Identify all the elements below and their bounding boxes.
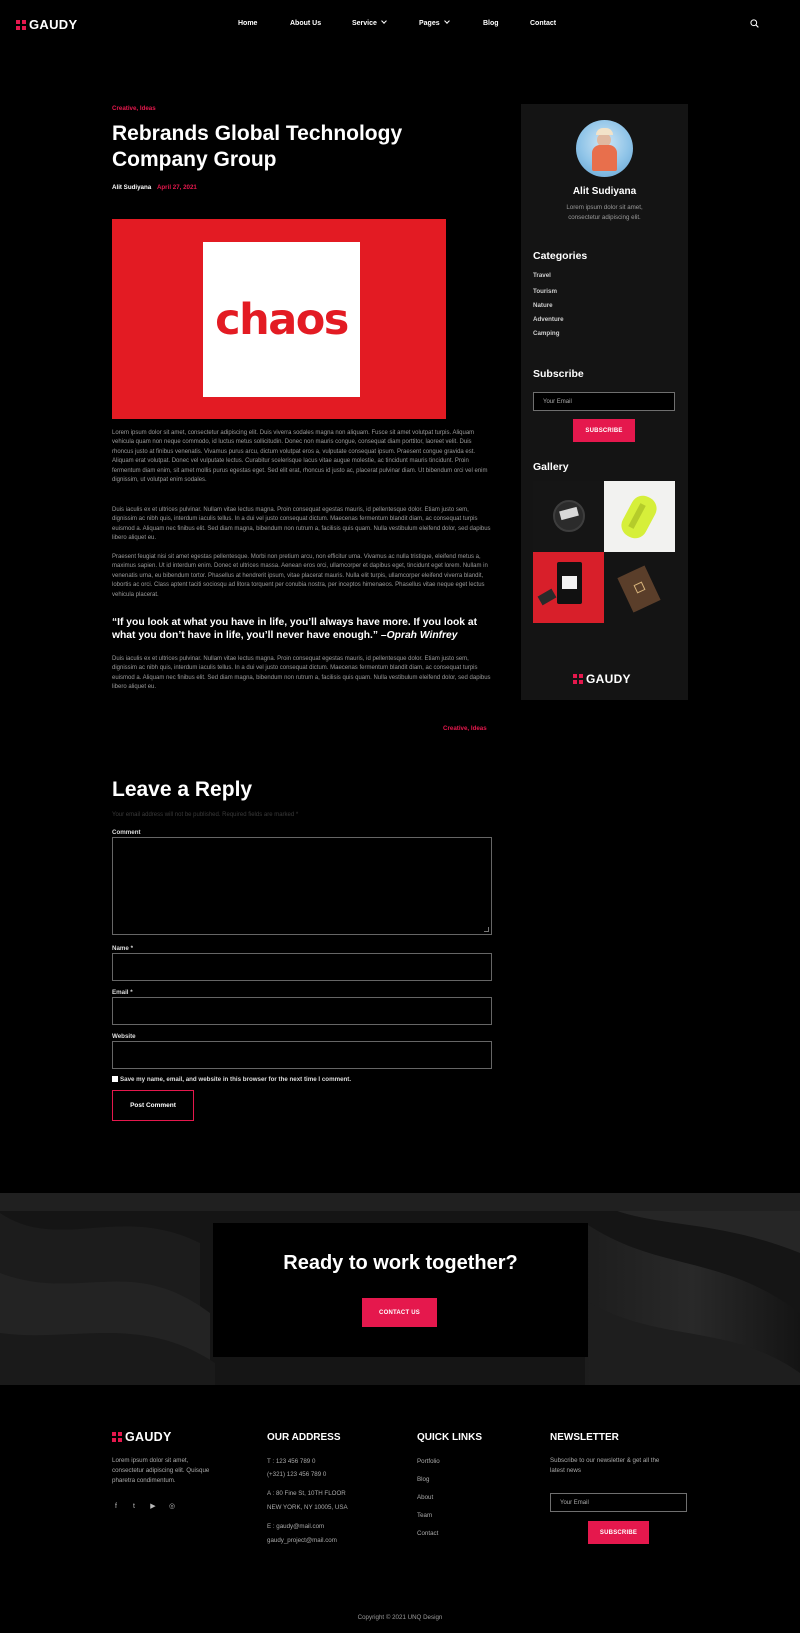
twitter-icon[interactable]: t — [133, 1503, 135, 1510]
post-date[interactable]: April 27, 2021 — [156, 184, 197, 191]
footer-link-blog[interactable]: Blog — [417, 1476, 430, 1483]
footer-link-portfolio[interactable]: Portfolio — [417, 1458, 440, 1465]
gallery-image-3[interactable] — [533, 552, 604, 623]
copyright: Copyright © 2021 UNQ Design — [357, 1614, 443, 1621]
footer-about — [112, 1456, 209, 1486]
nav-pages-label: Pages — [419, 20, 440, 27]
website-input[interactable] — [112, 1041, 492, 1069]
reply-title: Leave a Reply — [112, 778, 253, 801]
post-meta — [112, 184, 197, 191]
category-camping[interactable]: Camping — [533, 330, 560, 337]
search-icon[interactable] — [750, 19, 759, 28]
footer-phone-1: T : 123 456 789 0 — [267, 1458, 316, 1465]
website-label: Website — [112, 1033, 136, 1040]
post-paragraph-4: Duis iaculis ex et ultrices pulvinar. Nullam vitae lectus magna. Proin consequat egestas mauris, id pellentesque dolor. Etiam justo sem, dignissim ac nibh quis, interdum iaculis tellus. In a dui vel justo consequat dictum. Maecenas fermentum blandit diam, ac consequat turpis euismod a. Aliquam nec finibus elit. Sed diam magna, bibendum non rutrum a, facilisis quis quam. Nulla vestibulum eleifend dolor, sed dapibus libero aliquet eu. — [112, 656, 491, 691]
post-title-line-1: Rebrands Global Technology — [112, 122, 403, 145]
category-nature[interactable]: Nature — [533, 302, 553, 309]
cta-title: Ready to work together? — [283, 1252, 518, 1274]
footer-link-about[interactable]: About — [417, 1494, 434, 1501]
reply-notice: Your email address will not be published. Required fields are marked * — [112, 812, 299, 818]
nav-home[interactable]: Home — [238, 20, 258, 27]
chaos-logo-text: chaos — [215, 294, 348, 345]
gallery-title: Gallery — [533, 461, 569, 473]
email-input[interactable] — [112, 997, 492, 1025]
subscribe-title: Subscribe — [533, 368, 584, 380]
name-label: Name * — [112, 945, 133, 952]
footer-about-line-1: Lorem ipsum dolor sit amet, — [112, 1457, 189, 1464]
chaos-logo-box — [203, 242, 360, 397]
cta-box — [213, 1223, 588, 1357]
footer-about-line-3: pharetra condimentum. — [112, 1477, 176, 1484]
quote-line-1: “If you look at what you have in life, you’ll always have more. If you look at — [112, 617, 478, 628]
facebook-icon[interactable]: f — [115, 1503, 117, 1510]
footer-address-2: NEW YORK, NY 10005, USA — [267, 1504, 348, 1511]
nav-service-label: Service — [352, 20, 377, 27]
comment-label: Comment — [112, 829, 141, 836]
categories-title: Categories — [533, 250, 588, 262]
sidebar-author-name: Alit Sudiyana — [572, 186, 637, 197]
footer-newsletter-title: NEWSLETTER — [550, 1432, 619, 1443]
footer-email-input[interactable] — [550, 1493, 687, 1512]
sidebar-email-placeholder: Your Email — [543, 398, 572, 405]
post-categories[interactable]: Creative, Ideas — [112, 105, 156, 112]
consent-label[interactable]: Save my name, email, and website in this browser for the next time I comment. — [120, 1076, 352, 1083]
email-label: Email * — [112, 989, 133, 996]
logo-mark-icon — [112, 1432, 122, 1442]
category-tourism[interactable]: Tourism — [533, 288, 557, 295]
sidebar-logo — [573, 672, 631, 686]
post-title-line-2: Company Group — [112, 147, 277, 171]
nav-pages[interactable] — [419, 20, 449, 27]
post-paragraph-1: Lorem ipsum dolor sit amet, consectetur adipiscing elit. Duis viverra sodales magna non aliquam. Fusce sit amet volutpat turpis. Aliquam vehicula quam non neque commodo, id luctus metus sollicitudin. Donec non mauris congue, consequat diam porttitor, laoreet velit. Duis rhoncus justo at finibus venenatis. Vivamus purus arcu, dictum volutpat eros a, vulputate consequat ipsum. Praesent congue gravida est. Aliquam erat volutpat. Donec vel vulputate lectus. Curabitur scelerisque lacus vitae augue molestie, ac tincidunt mauris tincidunt. Proin fermentum diam enim, sit amet mollis purus egestas eget. Sed elit erat, rhoncus id justo ac, placerat pulvinar diam. Ut bibendum orci vel enim dignissim, ut volutpat enim sodales. — [112, 430, 488, 484]
logo-mark-icon — [16, 20, 26, 30]
post-paragraph-2: Duis iaculis ex et ultrices pulvinar. Nullam vitae lectus magna. Proin consequat egestas mauris, id pellentesque dolor. Etiam justo sem, dignissim ac nibh quis, interdum iaculis tellus. In a dui vel justo consequat dictum. Maecenas fermentum blandit diam, ac consequat turpis euismod a. Aliquam nec finibus elit. Sed diam magna, bibendum non rutrum a, facilisis quis quam. Nulla vestibulum eleifend dolor, sed dapibus libero aliquet eu. — [112, 507, 491, 542]
author-bio-line-1: Lorem ipsum dolor sit amet, — [566, 204, 643, 211]
nav-contact[interactable]: Contact — [530, 20, 557, 27]
sidebar-subscribe-button[interactable]: SUBSCRIBE — [573, 419, 635, 442]
nav-blog[interactable]: Blog — [483, 20, 499, 27]
sidebar-author-bio — [521, 203, 688, 222]
newsletter-text-line-2: latest news — [550, 1467, 581, 1474]
newsletter-text-line-1: Subscribe to our newsletter & get all the — [550, 1457, 660, 1464]
quote-author: –Oprah Winfrey — [380, 630, 458, 641]
logo-mark-icon — [573, 674, 583, 684]
post-featured-image — [112, 219, 446, 419]
footer-newsletter-text — [550, 1456, 659, 1476]
footer-address-1: A : 80 Fine St, 10TH FLOOR — [267, 1490, 346, 1497]
post-tags[interactable]: Creative, Ideas — [443, 725, 487, 732]
nav-about[interactable]: About Us — [290, 20, 322, 27]
contact-us-button[interactable]: CONTACT US — [362, 1298, 437, 1327]
sidebar — [521, 104, 688, 700]
footer-email-placeholder: Your Email — [560, 1499, 589, 1506]
footer-email-1[interactable]: E : gaudy@mail.com — [267, 1523, 325, 1530]
youtube-icon[interactable]: ▶ — [150, 1503, 156, 1510]
logo-text: GAUDY — [29, 17, 78, 32]
post-paragraph-3: Praesent feugiat nisi sit amet egestas pellentesque. Morbi non pretium arcu, non efficitur urna. Vivamus ac nulla tristique, eleifend metus a, maximus sapien. Ut id interdum enim. Donec et ultrices massa. Aenean eros orci, ullamcorper et dapibus eget, tincidunt eget lorem. Nullam in venenatis urna, eu bibendum tortor. Phasellus at hendrerit ipsum, vitae placerat mauris. Nulla elit turpis, ullamcorper eleifend viverra blandit, lobortis ac orci. Class aptent taciti sociosqu ad litora torquent per conubia nostra, per inceptos himenaeos. Phasellus vitae neque eget lectus vehicula placerat. — [112, 554, 488, 598]
category-travel[interactable]: Travel — [533, 272, 551, 279]
footer-links-title: QUICK LINKS — [417, 1432, 482, 1443]
author-bio-line-2: consectetur adipiscing elit. — [568, 213, 641, 221]
footer-address-title: OUR ADDRESS — [267, 1432, 341, 1443]
resize-handle-icon[interactable] — [484, 927, 489, 932]
chevron-down-icon — [444, 18, 450, 24]
name-input[interactable] — [112, 953, 492, 981]
footer-link-contact[interactable]: Contact — [417, 1530, 439, 1537]
footer-subscribe-button[interactable]: SUBSCRIBE — [588, 1521, 649, 1544]
footer-logo[interactable] — [112, 1430, 172, 1444]
nav-service[interactable] — [352, 20, 386, 27]
gallery-image-1[interactable] — [533, 481, 604, 552]
footer-phone-2: (+321) 123 456 789 0 — [267, 1471, 327, 1478]
gallery-image-2[interactable] — [604, 481, 675, 552]
gallery-image-4[interactable] — [604, 552, 675, 623]
footer-link-team[interactable]: Team — [417, 1512, 433, 1519]
avatar — [576, 120, 633, 177]
post-comment-button[interactable]: Post Comment — [112, 1090, 194, 1121]
header-logo[interactable] — [16, 17, 77, 32]
cta-band — [0, 1193, 800, 1385]
sidebar-email-input[interactable] — [533, 392, 675, 411]
footer-logo-text: GAUDY — [125, 1430, 172, 1444]
quote-line-2: what you don’t have in life, you’ll never have enough.” — [112, 630, 379, 641]
chevron-down-icon — [381, 18, 387, 24]
comment-textarea[interactable] — [112, 837, 492, 935]
consent-checkbox[interactable] — [112, 1076, 118, 1082]
category-adventure[interactable]: Adventure — [533, 316, 564, 323]
post-quote — [112, 616, 497, 642]
sidebar-logo-text: GAUDY — [586, 672, 631, 686]
footer-about-line-2: consectetur adipiscing elit. Quisque — [112, 1467, 210, 1474]
instagram-icon[interactable]: ◎ — [168, 1503, 176, 1510]
post-title — [112, 121, 402, 172]
post-author[interactable]: Alit Sudiyana — [112, 184, 152, 191]
footer-email-2[interactable]: gaudy_project@mail.com — [267, 1537, 337, 1544]
